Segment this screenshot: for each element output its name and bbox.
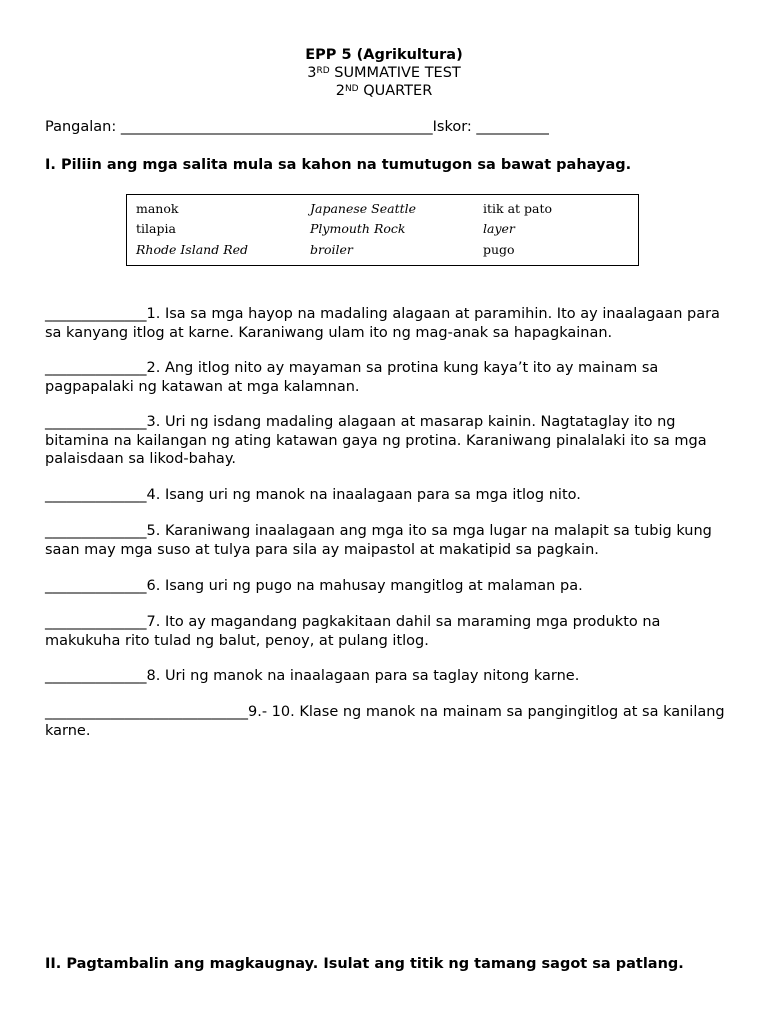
word-box-item: Plymouth Rock — [310, 221, 406, 236]
question-item — [45, 613, 725, 650]
section-1-heading: I. Piliin ang mga salita mula sa kahon na tumutugon sa bawat pahayag. — [45, 157, 632, 173]
section-2-heading: II. Pagtambalin ang magkaugnay. Isulat ang titik ng tamang sagot sa patlang. — [45, 956, 684, 972]
question-text: 7. Ito ay magandang pagkakitaan dahil sa maraming mga produkto na makukuha rito tulad ng balut, penoy, at pulang itlog. — [45, 614, 661, 649]
score-blank[interactable]: __________ — [476, 119, 549, 135]
question-text: 9.- 10. Klase ng manok na mainam sa pangingitlog at sa kanilang karne. — [45, 704, 725, 739]
quarter — [0, 82, 768, 100]
name-blank[interactable]: ___________________________________________ — [120, 119, 433, 135]
question-text: 3. Uri ng isdang madaling alagaan at masarap kainin. Nagtataglay ito ng bitamina na kailangan ng ating katawan gaya ng protina. Karaniwang pinalalaki ito sa mga palaisdaan sa likod-bahay. — [45, 414, 707, 467]
word-box-item: broiler — [310, 242, 353, 257]
student-info-line — [45, 119, 549, 135]
test-number: 3 — [307, 65, 317, 81]
question-text: 8. Uri ng manok na inaalagaan para sa taglay nitong karne. — [146, 668, 580, 684]
word-box-item: Rhode Island Red — [136, 242, 248, 257]
word-box-item: manok — [136, 201, 179, 216]
answer-blank[interactable]: ______________ — [45, 523, 147, 539]
word-box-item: pugo — [483, 242, 515, 257]
answer-blank[interactable]: ______________ — [45, 306, 147, 322]
question-text: 2. Ang itlog nito ay mayaman sa protina kung kaya’t ito ay mainam sa pagpapalaki ng katawan at mga kalamnan. — [45, 360, 659, 395]
question-item — [45, 486, 725, 505]
question-text: 1. Isa sa mga hayop na madaling alagaan at paramihin. Ito ay inaalagaan para sa kanyang itlog at karne. Karaniwang ulam ito ng mag-anak sa hapagkainan. — [45, 306, 720, 341]
word-box-item: Japanese Seattle — [310, 201, 417, 216]
word-box-item: tilapia — [136, 221, 176, 236]
subject-title: EPP 5 (Agrikultura) — [305, 47, 463, 63]
answer-blank[interactable]: ______________ — [45, 578, 147, 594]
test-label: SUMMATIVE TEST — [329, 65, 461, 81]
answer-blank[interactable]: ______________ — [45, 414, 147, 430]
word-box-item: itik at pato — [483, 201, 553, 216]
question-text: 6. Isang uri ng pugo na mahusay mangitlog at malaman pa. — [146, 578, 583, 594]
question-item — [45, 305, 725, 342]
word-box — [126, 194, 639, 266]
word-box-item: layer — [483, 221, 515, 236]
question-item — [45, 667, 725, 686]
question-item — [45, 577, 725, 596]
document-header — [0, 46, 768, 100]
answer-blank[interactable]: ______________ — [45, 360, 147, 376]
test-ordinal: RD — [316, 66, 330, 76]
quarter-number: 2 — [335, 83, 345, 99]
question-text: 5. Karaniwang inaalagaan ang mga ito sa mga lugar na malapit sa tubig kung saan may mga suso at tulya para sila ay maipastol at makatipid sa pagkain. — [45, 523, 712, 558]
answer-blank[interactable]: ______________ — [45, 668, 147, 684]
answer-blank[interactable]: ______________ — [45, 487, 147, 503]
answer-blank[interactable]: ____________________________ — [45, 704, 248, 720]
quarter-label: QUARTER — [358, 83, 433, 99]
quarter-ordinal: ND — [344, 84, 359, 94]
question-item — [45, 703, 725, 740]
name-label: Pangalan: — [45, 119, 121, 135]
question-text: 4. Isang uri ng manok na inaalagaan para sa mga itlog nito. — [146, 487, 581, 503]
score-label: Iskor: — [432, 119, 477, 135]
answer-blank[interactable]: ______________ — [45, 614, 147, 630]
question-item — [45, 413, 725, 469]
test-type — [0, 64, 768, 82]
question-item — [45, 359, 725, 396]
question-item — [45, 522, 725, 559]
